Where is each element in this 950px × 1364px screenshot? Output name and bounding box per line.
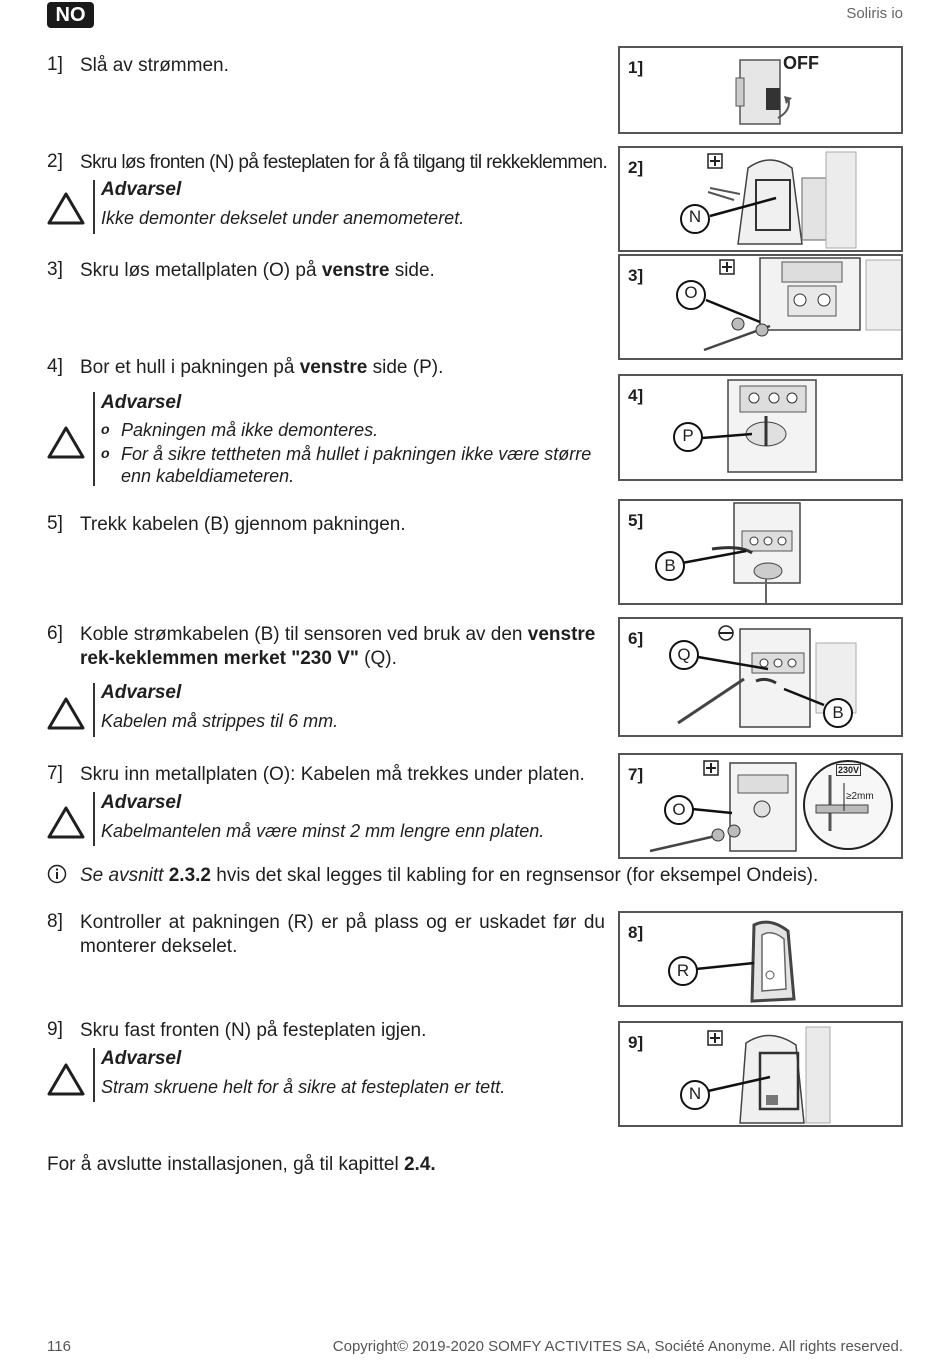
warning-icon (47, 805, 85, 839)
figure-label: 3] (628, 266, 644, 285)
warning-title: Advarsel (101, 792, 182, 813)
step-8-text: Kontroller at pakningen (R) er på plass og er uskadet før du monterer dekselet. (80, 912, 605, 957)
figure-label: 4] (628, 386, 644, 405)
figure-6 (618, 617, 903, 737)
figure-1 (618, 46, 903, 134)
language-badge: NO (47, 2, 94, 28)
circuit-breaker-illustration (620, 48, 903, 134)
step-8-number: 8] (47, 911, 63, 932)
figure-4 (618, 374, 903, 481)
warning-icon (47, 1062, 85, 1096)
figure-label: 6] (628, 629, 644, 648)
figure-2 (618, 146, 903, 252)
figure-label: 1] (628, 58, 644, 77)
cable-routing-illustration (620, 501, 903, 605)
figure-8 (618, 911, 903, 1007)
dimension-label: ≥2mm (846, 791, 874, 802)
figure-label: 5] (628, 511, 644, 530)
front-reinstall-illustration (620, 1023, 903, 1127)
sensor-front-illustration (620, 148, 903, 252)
callout-b: B (664, 556, 676, 575)
figure-label: 2] (628, 158, 644, 177)
warning-bar (93, 792, 95, 846)
warning-bar (93, 180, 95, 234)
figure-label: 9] (628, 1033, 644, 1052)
step-5-number: 5] (47, 513, 63, 534)
warning-icon (47, 191, 85, 225)
gasket-check-illustration (620, 913, 903, 1007)
copyright: Copyright© 2019-2020 SOMFY ACTIVITES SA, Société Anonyme. All rights reserved. (332, 1338, 903, 1355)
figure-label: 7] (628, 765, 644, 784)
warning-title: Advarsel (101, 1048, 182, 1069)
product-name: Soliris io (846, 5, 903, 22)
step-9-text: Skru fast fronten (N) på festeplaten igjen. (80, 1020, 427, 1041)
step-1-text: Slå av strømmen. (80, 55, 229, 76)
callout-b: B (832, 703, 844, 722)
terminal-connection-illustration (620, 619, 903, 737)
callout-o: O (684, 283, 698, 302)
step-7-text: Skru inn metallplaten (O): Kabelen må trekkes under platen. (80, 764, 585, 785)
callout-r: R (676, 961, 690, 980)
figure-7 (618, 753, 903, 859)
step-2-number: 2] (47, 151, 63, 172)
warning-bar (93, 1048, 95, 1102)
step-3-number: 3] (47, 259, 63, 280)
warning-bar (93, 392, 95, 486)
step-2-text: Skru løs fronten (N) på festeplaten for å få tilgang til rekkeklemmen. (80, 152, 608, 173)
step-6-number: 6] (47, 623, 63, 644)
figure-5 (618, 499, 903, 605)
bullet-icon: o (101, 445, 110, 461)
info-icon (47, 864, 67, 884)
warning-title: Advarsel (101, 392, 182, 413)
metal-plate-illustration (620, 256, 903, 360)
step-7-number: 7] (47, 763, 63, 784)
gasket-drill-illustration (620, 376, 903, 481)
page-number: 116 (47, 1338, 71, 1355)
step-4-bullet-1: Pakningen må ikke demonteres. (121, 420, 379, 440)
figure-label: 8] (628, 923, 644, 942)
callout-n: N (688, 1084, 702, 1103)
step-5-text: Trekk kabelen (B) gjennom pakningen. (80, 514, 406, 535)
warning-title: Advarsel (101, 682, 182, 703)
step-4-bullet-2: For å sikre tettheten må hullet i pakningen ikke være større enn kabeldiameteren. (121, 444, 592, 486)
warning-title: Advarsel (101, 179, 182, 200)
warning-icon (47, 425, 85, 459)
step-4-text: Bor et hull i pakningen på venstre side (P). (80, 357, 444, 378)
callout-o: O (672, 800, 686, 819)
step-3-text: Skru løs metallplaten (O) på venstre side. (80, 260, 435, 281)
off-label: OFF (783, 53, 819, 73)
step-6-warning: Kabelen må strippes til 6 mm. (101, 711, 339, 731)
step-7-warning: Kabelmantelen må være minst 2 mm lengre enn platen. (101, 821, 545, 841)
callout-p: P (682, 426, 694, 445)
bullet-icon: o (101, 421, 110, 437)
figure-9 (618, 1021, 903, 1127)
step-1-number: 1] (47, 54, 63, 75)
step-2-warning: Ikke demonter dekselet under anemometeret. (101, 208, 465, 228)
step-9-warning: Stram skruene helt for å sikre at festeplaten er tett. (101, 1077, 506, 1097)
callout-q: Q (677, 645, 691, 664)
figure-3 (618, 254, 903, 360)
closing-note: For å avslutte installasjonen, gå til kapittel 2.4. (47, 1154, 436, 1175)
warning-bar (93, 683, 95, 737)
callout-n: N (688, 207, 702, 226)
step-4-number: 4] (47, 356, 63, 377)
voltage-tag: 230V (838, 765, 860, 775)
warning-icon (47, 696, 85, 730)
info-note: Se avsnitt 2.3.2 hvis det skal legges til kabling for en regnsensor (for eksempel Ondeis). (80, 865, 819, 886)
step-6-text: Koble strømkabelen (B) til sensoren ved bruk av den venstre rek-keklemmen merket "230 V" (Q). (80, 624, 596, 669)
step-9-number: 9] (47, 1019, 63, 1040)
